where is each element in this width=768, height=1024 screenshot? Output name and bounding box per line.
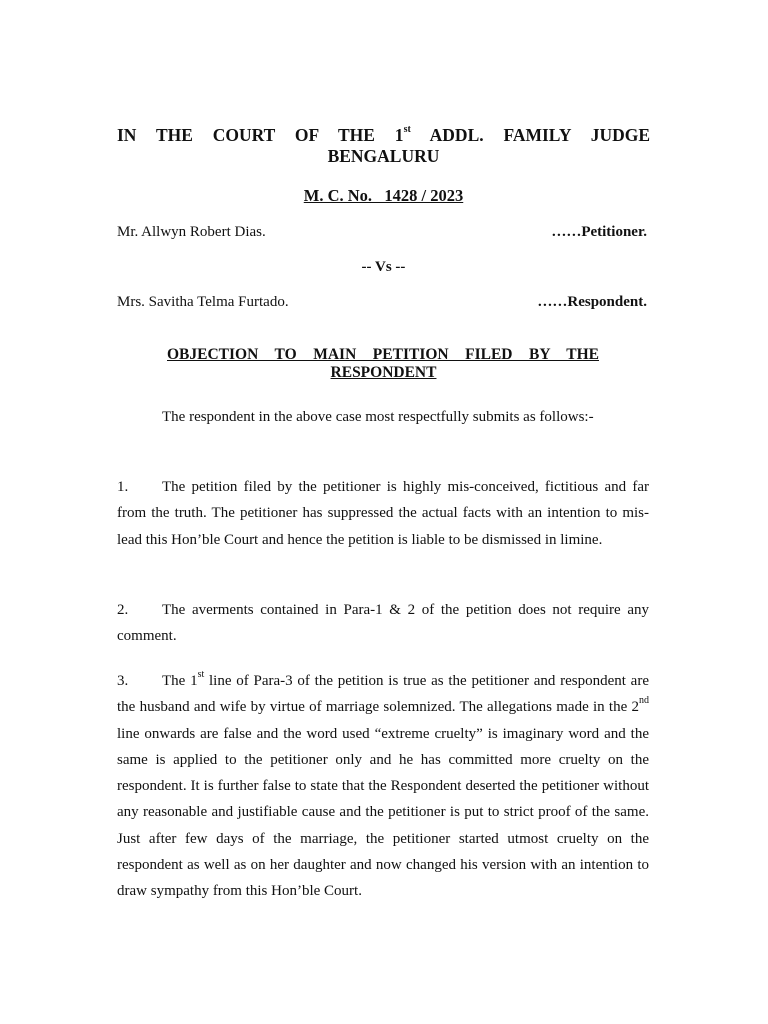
paragraph-number: 2. bbox=[117, 602, 129, 618]
paragraph-2: 2. The averments contained in Para-1 & 2 of the petition does not require any comment. bbox=[117, 597, 649, 650]
ordinal-superscript: st bbox=[197, 669, 205, 680]
court-heading-line1: IN THE COURT OF THE 1st ADDL. FAMILY JUDGE bbox=[117, 124, 651, 145]
paragraph-number: 3. bbox=[117, 673, 129, 689]
ordinal-superscript: nd bbox=[639, 695, 649, 707]
ordinal-superscript: st bbox=[403, 124, 411, 136]
objection-title-line1: OBJECTION TO MAIN PETITION FILED BY THE bbox=[167, 346, 599, 363]
paragraph-number: 1. bbox=[117, 479, 129, 495]
objection-title-line2: RESPONDENT bbox=[330, 364, 437, 381]
intro-paragraph: The respondent in the above case most respectfully submits as follows:- bbox=[162, 409, 594, 425]
respondent-role: ……Respondent. bbox=[537, 294, 647, 310]
petitioner-role: ……Petitioner. bbox=[551, 224, 647, 240]
respondent-name: Mrs. Savitha Telma Furtado. bbox=[117, 294, 289, 310]
paragraph-1: 1. The petition filed by the petitioner is highly mis-conceived, fictitious and far from the truth. The petitioner has suppressed the actual facts with an intention to mis-lead this Hon’ble Court and hence the petition is liable to be dismissed in limine. bbox=[117, 474, 649, 553]
court-heading-line2: BENGALURU bbox=[327, 146, 440, 166]
paragraph-3: 3. The 1st line of Para-3 of the petition is true as the petitioner and respondent are the husband and wife by virtue of marriage solemnized. The allegations made in the 2nd line onwards are false and the word used “extreme cruelty” is imaginary word and the same is applied to the petitioner only and he has committed more cruelty on the respondent. It is further false to state that the Respondent deserted the petitioner without any reasonable and justifiable cause and the petitioner is put to strict proof of the same. Just after few days of the marriage, the petitioner started utmost cruelty on the respondent as well as on her daughter and now changed his version with an intention to draw sympathy from this Hon’ble Court. bbox=[117, 669, 649, 900]
versus-label: -- Vs -- bbox=[361, 259, 406, 275]
petitioner-name: Mr. Allwyn Robert Dias. bbox=[117, 224, 266, 240]
case-number: M. C. No. 1428 / 2023 bbox=[303, 186, 464, 205]
